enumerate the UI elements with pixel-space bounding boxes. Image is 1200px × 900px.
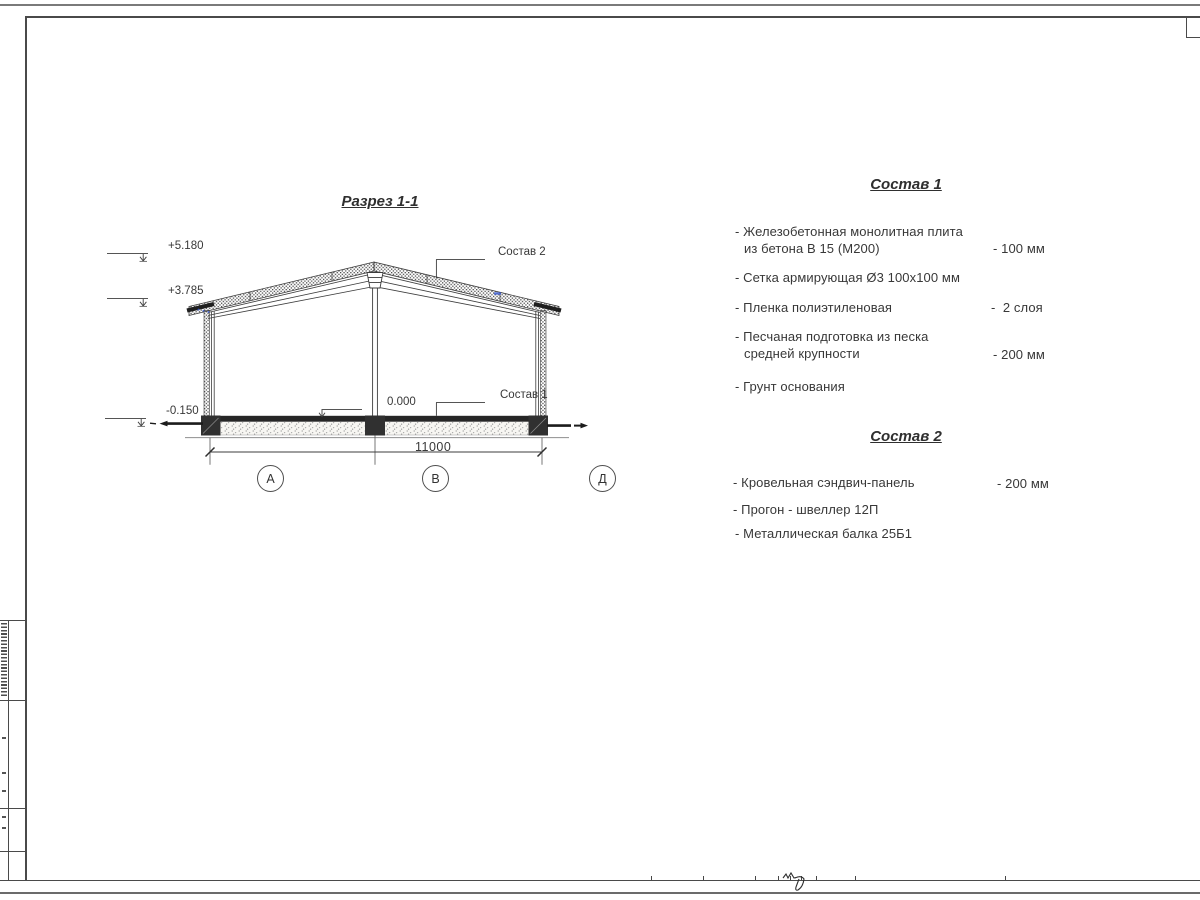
page-bottom-edge <box>0 892 1200 894</box>
spec1-item3-value: - 2 слоя <box>991 300 1043 315</box>
section-title: Разрез 1-1 <box>341 193 419 210</box>
titleblock-tick <box>703 876 704 880</box>
stamp-mark <box>2 827 6 829</box>
axis-bubble-a <box>257 465 284 492</box>
stamp-mark <box>2 790 6 792</box>
callout-leader-sostav1 <box>436 403 485 416</box>
stamp-vertical-text <box>1 623 7 697</box>
elevation-label-5180: +5.180 <box>168 240 204 252</box>
frame-left-line <box>25 16 27 880</box>
anchor-right <box>547 423 588 429</box>
page-top-edge <box>0 4 1200 6</box>
stamp-mark <box>2 816 6 818</box>
spec1-item4-value: - 200 мм <box>993 347 1045 362</box>
spec2-item2-line1: - Прогон - швеллер 12П <box>733 502 879 517</box>
spec1-item2-line1: - Сетка армирующая Ø3 100x100 мм <box>735 270 960 285</box>
spec1-item4-line1: - Песчаная подготовка из песка <box>735 329 929 344</box>
stamp-divider <box>0 808 27 809</box>
spec2-item1-value: - 200 мм <box>997 476 1049 491</box>
stamp-inner-vline <box>8 620 9 880</box>
stamp-mark <box>2 772 6 774</box>
column-left <box>204 311 214 417</box>
axis-letter-d: Д <box>598 471 607 486</box>
axis-letter-b: В <box>431 471 440 486</box>
spec2-item1-line1: - Кровельная сэндвич-панель <box>733 475 915 490</box>
frame-top-line <box>25 16 1200 18</box>
callout-label-sostav1: Состав 1 <box>500 389 548 401</box>
stamp-divider <box>0 620 27 621</box>
spec1-item3-line1: - Пленка полиэтиленовая <box>735 300 893 315</box>
dimension-value: 11000 <box>415 440 452 454</box>
stamp-mark <box>2 737 6 739</box>
cross-section-drawing <box>60 180 620 510</box>
axis-bubble-b <box>422 465 449 492</box>
titleblock-tick <box>855 876 856 880</box>
spec1-heading: Состав 1 <box>870 176 942 193</box>
axis-letter-a: А <box>266 471 275 486</box>
elevation-label-3785: +3.785 <box>168 285 204 297</box>
stamp-divider <box>0 851 27 852</box>
signature-scribble <box>778 866 820 898</box>
ridge-bracket <box>367 273 383 289</box>
column-center <box>373 288 378 416</box>
elevation-label-0000: 0.000 <box>387 396 416 408</box>
spec1-item1-value: - 100 мм <box>993 241 1045 256</box>
axis-bubble-d <box>589 465 616 492</box>
spec1-item1-line2: из бетона В 15 (М200) <box>744 241 880 256</box>
roof-panel-left <box>189 262 374 316</box>
anchor-left <box>150 421 203 427</box>
stamp-divider <box>0 700 27 701</box>
spec1-item1-line1: - Железобетонная монолитная плита <box>735 224 963 239</box>
titleblock-top-line <box>0 880 1200 881</box>
frame-corner-box <box>1186 17 1200 38</box>
titleblock-tick <box>755 876 756 880</box>
spec2-heading: Состав 2 <box>870 428 942 445</box>
titleblock-tick <box>1005 876 1006 880</box>
dimension-line <box>206 436 547 465</box>
elevation-label-minus150: -0.150 <box>166 405 199 417</box>
elevation-mark-5180 <box>107 254 148 262</box>
elevation-mark-3785 <box>107 299 148 307</box>
roof-panel-right <box>374 262 559 316</box>
spec1-item5-line1: - Грунт основания <box>735 379 845 394</box>
spec2-item3-line1: - Металлическая балка 25Б1 <box>735 526 913 541</box>
callout-label-sostav2: Состав 2 <box>498 246 546 258</box>
titleblock-tick <box>651 876 652 880</box>
spec1-item4-line2: средней крупности <box>744 346 860 361</box>
elevation-mark-minus150 <box>105 419 146 427</box>
callout-leader-sostav2 <box>436 260 485 279</box>
